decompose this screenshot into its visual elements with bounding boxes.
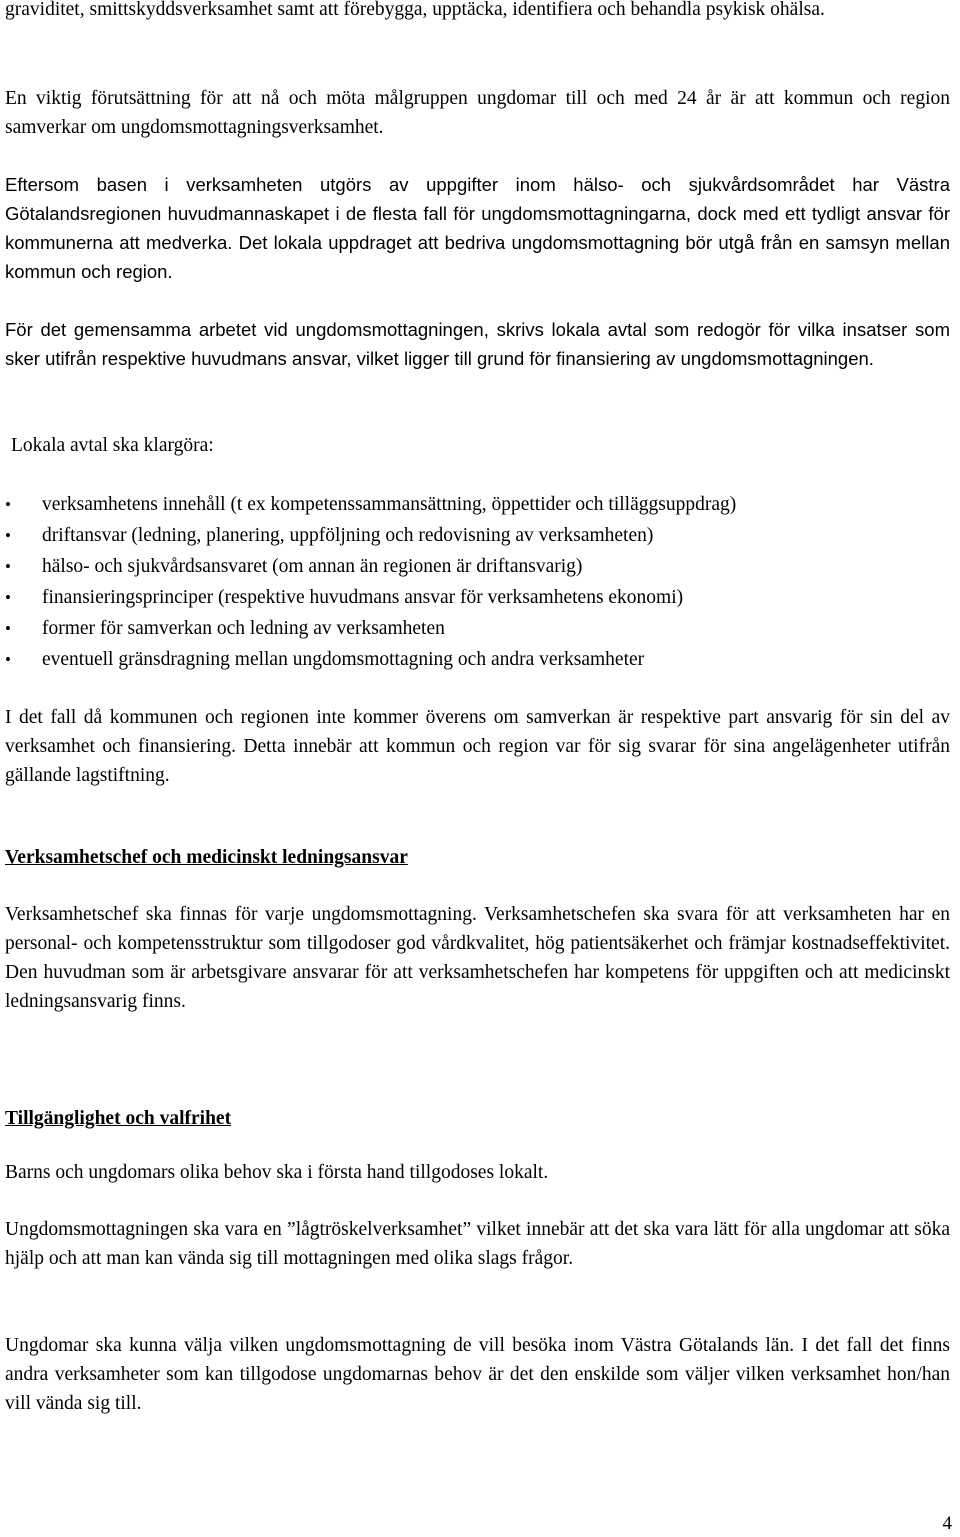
paragraph-clarify-intro: Lokala avtal ska klargöra:	[11, 435, 214, 456]
page-number: 4	[942, 1513, 952, 1534]
agreement-bullet-list	[5, 489, 950, 675]
paragraph-collaboration: En viktig förutsättning för att nå och möta målgruppen ungdomar till och med 24 år är att kommun och region samverkar om ungdomsmottagningsverksamhet.	[5, 88, 950, 138]
list-item-text: eventuell gränsdragning mellan ungdomsmottagning och andra verksamheter	[42, 649, 645, 670]
list-item-text: former för samverkan och ledning av verksamheten	[42, 618, 445, 639]
list-item	[5, 582, 950, 613]
bullet-icon: •	[5, 526, 11, 545]
list-item	[5, 613, 950, 644]
paragraph-low-threshold: Ungdomsmottagningen ska vara en ”lågtröskelverksamhet” vilket innebär att det ska vara lätt för alla ungdomar att söka hjälp och att man kan vända sig till mottagningen med olika slags frågor.	[5, 1219, 950, 1269]
paragraph-manager: Verksamhetschef ska finnas för varje ungdomsmottagning. Verksamhetschefen ska svara för att verksamheten har en personal- och kompetensstruktur som tillgodoser god vårdkvalitet, hög patientsäkerhet och främjar kostnadseffektivitet. Den huvudman som är arbetsgivare ansvarar för att verksamhetschefen har kompetens för uppgiften och att medicinskt ledningsansvarig finns.	[5, 904, 950, 1012]
list-item-text: hälso- och sjukvårdsansvaret (om annan än regionen är driftansvarig)	[42, 556, 583, 577]
list-item-text: finansieringsprinciper (respektive huvudmans ansvar för verksamhetens ekonomi)	[42, 587, 684, 608]
bullet-icon: •	[5, 495, 11, 514]
heading-manager: Verksamhetschef och medicinskt ledningsansvar	[5, 847, 408, 868]
list-item	[5, 520, 950, 551]
list-item-text: verksamhetens innehåll (t ex kompetenssammansättning, öppettider och tilläggsuppdrag)	[42, 494, 737, 515]
paragraph-disagreement: I det fall då kommunen och regionen inte kommer överens om samverkan är respektive part ansvarig för sin del av verksamhet och finansiering. Detta innebär att kommun och region var för sig svarar för sina angelägenheter utifrån gällande lagstiftning.	[5, 707, 950, 786]
heading-access: Tillgänglighet och valfrihet	[5, 1108, 232, 1129]
paragraph-local-needs: Barns och ungdomars olika behov ska i första hand tillgodoses lokalt.	[5, 1162, 549, 1183]
paragraph-local-agreements: För det gemensamma arbetet vid ungdomsmottagningen, skrivs lokala avtal som redogör för vilka insatser som sker utifrån respektive huvudmans ansvar, vilket ligger till grund för finansiering av ungdomsmottagningen.	[5, 319, 950, 369]
list-item	[5, 644, 950, 675]
bullet-icon: •	[5, 650, 11, 669]
list-item	[5, 551, 950, 582]
paragraph-choice: Ungdomar ska kunna välja vilken ungdomsmottagning de vill besöka inom Västra Götalands län. I det fall det finns andra verksamheter som kan tillgodose ungdomarnas behov är det den enskilde som väljer vilken verksamhet hon/han vill vända sig till.	[5, 1335, 950, 1414]
bullet-icon: •	[5, 619, 11, 638]
bullet-icon: •	[5, 588, 11, 607]
list-item	[5, 489, 950, 520]
paragraph-top-continuation: graviditet, smittskyddsverksamhet samt att förebygga, upptäcka, identifiera och behandla psykisk ohälsa.	[5, 0, 825, 20]
paragraph-principal: Eftersom basen i verksamheten utgörs av uppgifter inom hälso- och sjukvårdsområdet har Västra Götalandsregionen huvudmannaskapet i de flesta fall för ungdomsmottagningarna, dock med ett tydligt ansvar för kommunerna att medverka. Det lokala uppdraget att bedriva ungdomsmottagning bör utgå från en samsyn mellan kommun och region.	[5, 174, 950, 282]
list-item-text: driftansvar (ledning, planering, uppföljning och redovisning av verksamheten)	[42, 525, 654, 546]
bullet-icon: •	[5, 557, 11, 576]
